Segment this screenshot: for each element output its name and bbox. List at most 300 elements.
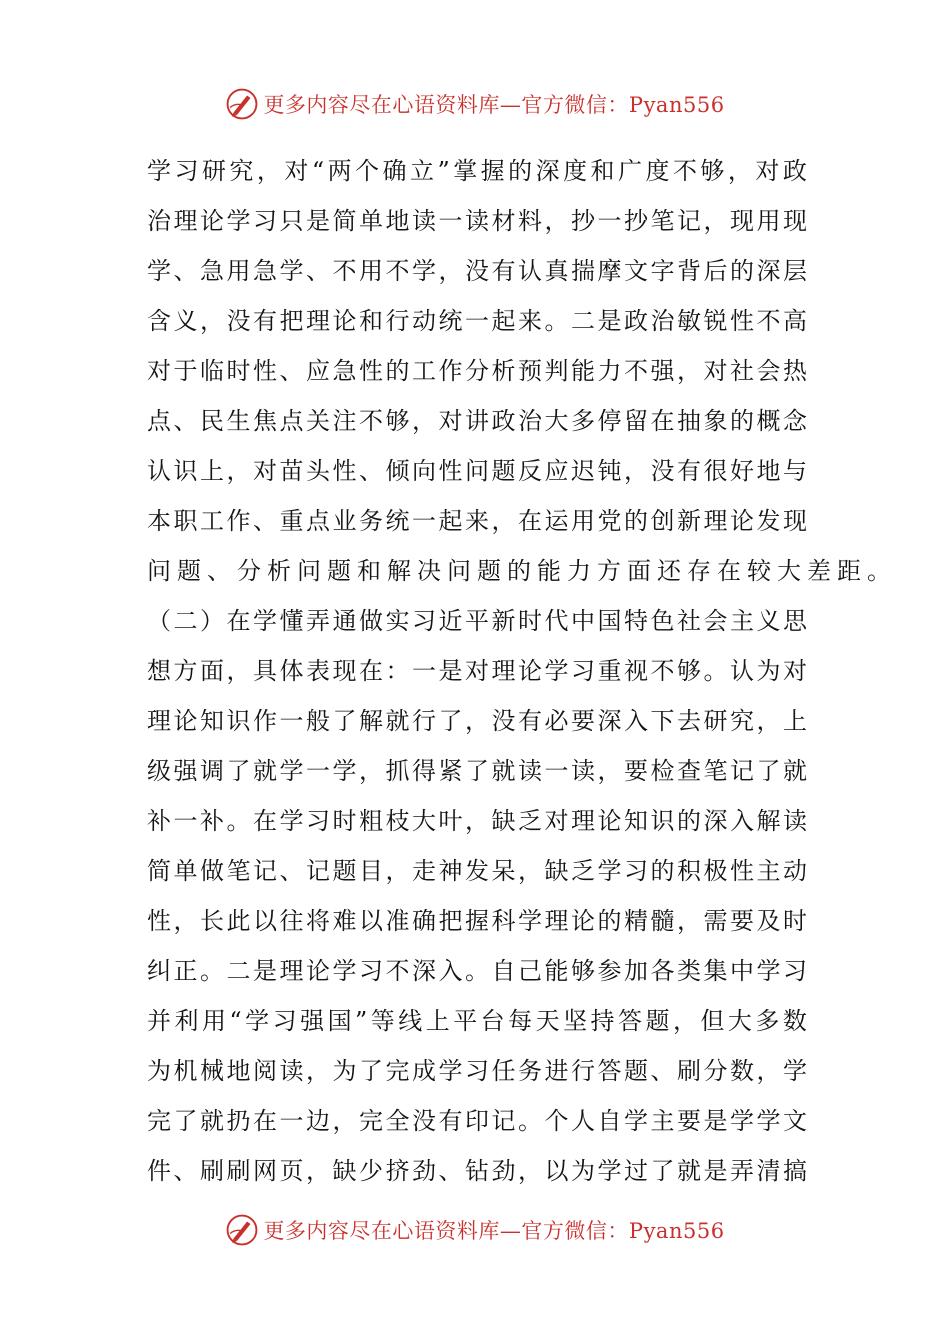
char: 国	[597, 607, 622, 635]
char: 有	[438, 1107, 463, 1135]
char: 。	[867, 557, 891, 585]
char: 苗	[279, 457, 304, 485]
char: 识	[173, 457, 198, 485]
char: 的	[385, 357, 410, 385]
char: 含	[147, 307, 171, 335]
char: 补	[147, 807, 171, 835]
char: 补	[200, 807, 224, 835]
char: 时	[783, 907, 807, 935]
char: 是	[438, 657, 463, 685]
char: 民	[200, 407, 224, 435]
char: 起	[491, 307, 516, 335]
char: 研	[703, 707, 728, 735]
char: 难	[332, 907, 357, 935]
char: 论	[173, 707, 198, 735]
char: ，	[226, 657, 251, 685]
char: 摩	[597, 257, 622, 285]
char: 和	[357, 557, 381, 585]
char: 现	[783, 207, 807, 235]
char: 就	[677, 1157, 701, 1185]
char: ，	[306, 1057, 330, 1085]
char: 确	[382, 157, 407, 185]
char: 学	[783, 1057, 807, 1085]
char: ，	[465, 707, 489, 735]
char: 度	[645, 157, 670, 185]
char: 很	[703, 457, 728, 485]
char: 需	[703, 907, 728, 935]
char: 是	[597, 307, 622, 335]
char: 政	[782, 157, 807, 185]
char: 统	[438, 307, 463, 335]
char: 多	[755, 1007, 780, 1035]
char: 。	[703, 657, 728, 685]
char: 在	[253, 1107, 277, 1135]
char: 急	[253, 257, 277, 285]
char: 平	[465, 607, 489, 635]
char: 精	[624, 907, 648, 935]
char: 以	[359, 907, 383, 935]
char: 论	[571, 907, 595, 935]
char: 扔	[226, 1107, 251, 1135]
char: 预	[518, 357, 542, 385]
char: 于	[173, 357, 198, 385]
char: ”	[437, 157, 450, 185]
char: 通	[332, 607, 357, 635]
char: 学	[147, 257, 171, 285]
char: 持	[590, 1007, 615, 1035]
char: 页	[279, 1157, 304, 1185]
char: 。	[518, 1107, 542, 1135]
char: 层	[783, 257, 807, 285]
char: 距	[837, 557, 861, 585]
char: 笔	[703, 757, 728, 785]
char: 就	[783, 757, 807, 785]
document-body	[147, 146, 891, 1196]
char: 分	[703, 1057, 728, 1085]
char: 一	[412, 657, 436, 685]
char: 、	[173, 1157, 198, 1185]
char: 极	[703, 857, 728, 885]
char: 认	[730, 657, 754, 685]
char: 能	[537, 557, 561, 585]
char: 一	[597, 207, 622, 235]
char: 抄	[624, 207, 648, 235]
char: 学	[518, 907, 542, 935]
char: 时	[518, 607, 542, 635]
char: 及	[756, 907, 781, 935]
char: “	[311, 157, 325, 185]
char: 理	[544, 907, 569, 935]
char: ，	[385, 857, 410, 885]
char: 只	[279, 207, 304, 235]
char: 类	[677, 957, 701, 985]
char: 深	[535, 157, 560, 185]
char: 的	[730, 257, 754, 285]
char: 重	[597, 657, 622, 685]
char: 得	[412, 757, 436, 785]
char: 读	[279, 1057, 304, 1085]
char: 现	[783, 507, 807, 535]
char: 实	[385, 607, 410, 635]
char: 主	[650, 1107, 675, 1135]
char: 向	[412, 457, 436, 485]
char: 学	[756, 957, 781, 985]
char: 。	[226, 807, 251, 835]
char: 究	[730, 707, 754, 735]
char: 确	[412, 907, 436, 935]
char: 习	[783, 957, 807, 985]
char: 应	[306, 357, 330, 385]
char: 有	[518, 707, 542, 735]
char: 科	[491, 907, 516, 935]
text-line-9	[147, 546, 891, 596]
char: 学	[332, 757, 357, 785]
char: 、	[173, 407, 198, 435]
char: 对	[438, 407, 463, 435]
char: 题	[327, 557, 351, 585]
char: 要	[624, 757, 648, 785]
char: 了	[756, 757, 781, 785]
text-line-12	[147, 696, 807, 746]
char: 的	[507, 557, 531, 585]
char: 平	[453, 1007, 478, 1035]
char: ，	[256, 157, 281, 185]
char: 在	[717, 557, 741, 585]
char: 般	[306, 707, 330, 735]
char: 入	[438, 957, 463, 985]
char: 完	[147, 1107, 171, 1135]
char: 积	[677, 857, 701, 885]
char: 准	[385, 907, 410, 935]
char: 各	[650, 957, 675, 985]
text-line-10	[147, 596, 807, 646]
char: 。	[465, 957, 489, 985]
char: 一	[465, 307, 489, 335]
char: 去	[677, 707, 701, 735]
char: 一	[173, 807, 198, 835]
char: 入	[730, 807, 754, 835]
char: 方	[597, 557, 621, 585]
char: 对	[544, 807, 569, 835]
char: 理	[279, 957, 304, 985]
char: 就	[491, 757, 516, 785]
char: 分	[465, 357, 489, 385]
char: 劲	[412, 1157, 436, 1185]
char: 习	[174, 157, 199, 185]
char: 论	[306, 957, 330, 985]
char: 习	[359, 957, 383, 985]
char: 料	[518, 207, 542, 235]
char: 缺	[332, 1157, 357, 1185]
char: 网	[253, 1157, 277, 1185]
char: 、	[650, 1057, 675, 1085]
char: 和	[590, 157, 615, 185]
char: 抄	[571, 207, 595, 235]
char: 问	[147, 557, 171, 585]
char: 工	[412, 357, 436, 385]
char: 等	[370, 1007, 395, 1035]
char: 题	[624, 1057, 648, 1085]
char: 后	[703, 257, 728, 285]
char: 答	[618, 1007, 642, 1035]
text-line-1	[147, 146, 807, 196]
char: 记	[677, 207, 701, 235]
char: 记	[253, 857, 277, 885]
char: 读	[465, 207, 489, 235]
char: 线	[398, 1007, 423, 1035]
char: 动	[412, 307, 436, 335]
char: 行	[412, 707, 436, 735]
char: 没	[465, 257, 489, 285]
char: 、	[173, 257, 198, 285]
char: 弄	[730, 1157, 754, 1185]
char: 问	[465, 457, 489, 485]
char: 统	[385, 507, 410, 535]
char: 点	[279, 407, 304, 435]
char: 揣	[571, 257, 595, 285]
char: 理	[703, 507, 728, 535]
char: 学	[730, 1107, 754, 1135]
char: 多	[571, 407, 595, 435]
char: 性	[253, 357, 277, 385]
char: 并	[147, 1007, 171, 1035]
char: 材	[491, 207, 516, 235]
char: 了	[438, 707, 463, 735]
char: 刷	[200, 1157, 224, 1185]
char: 学	[624, 1107, 648, 1135]
char: 大	[412, 807, 436, 835]
char: ：	[385, 657, 410, 685]
char: 够	[700, 157, 725, 185]
char: 用	[226, 257, 251, 285]
char: 对	[465, 657, 489, 685]
char: 学	[279, 257, 304, 285]
char: 不	[359, 407, 383, 435]
char: 论	[200, 207, 224, 235]
char: 读	[412, 207, 436, 235]
char: ”	[355, 1007, 368, 1035]
char: 论	[597, 807, 622, 835]
char: 的	[677, 807, 701, 835]
char: 械	[200, 1057, 224, 1085]
char: 题	[332, 857, 357, 885]
char: 深	[597, 707, 622, 735]
char: 重	[279, 507, 304, 535]
char: 锐	[703, 307, 728, 335]
char: 倾	[385, 457, 410, 485]
char: 对	[147, 357, 171, 385]
char: 国	[327, 1007, 352, 1035]
char: 点	[147, 407, 171, 435]
char: 时	[226, 357, 251, 385]
char: 深	[756, 257, 781, 285]
char: 决	[417, 557, 441, 585]
char: 的	[597, 907, 622, 935]
char: 学	[438, 1057, 463, 1085]
char: 注	[332, 407, 357, 435]
char: 作	[438, 357, 463, 385]
char: 表	[306, 657, 330, 685]
char: 弄	[306, 607, 330, 635]
char: 大	[777, 557, 801, 585]
char: 理	[491, 657, 516, 685]
char: 论	[332, 307, 357, 335]
pen-logo-icon	[225, 1213, 259, 1247]
char: 是	[703, 1157, 728, 1185]
char: 大	[544, 407, 569, 435]
char: 新	[677, 507, 701, 535]
char: 作	[253, 707, 277, 735]
char: 台	[480, 1007, 505, 1035]
char: 学	[245, 1007, 270, 1035]
char: 够	[385, 407, 410, 435]
char: 个	[544, 1107, 569, 1135]
char: 反	[518, 457, 542, 485]
char: 粗	[359, 807, 383, 835]
char: 留	[624, 407, 648, 435]
char: 性	[730, 307, 754, 335]
char: 要	[730, 907, 754, 935]
char: 析	[267, 557, 291, 585]
char: 政	[624, 307, 648, 335]
char: 析	[491, 357, 516, 385]
char: 少	[359, 1157, 383, 1185]
char: 就	[385, 707, 410, 735]
char: 知	[200, 707, 224, 735]
char: 能	[544, 957, 569, 985]
char: 人	[571, 1107, 595, 1135]
char: 加	[624, 957, 648, 985]
char: 面	[200, 657, 224, 685]
char: 学	[147, 157, 171, 185]
char: 习	[412, 607, 436, 635]
header-banner	[0, 82, 950, 126]
char: 为	[756, 657, 781, 685]
char: 应	[544, 457, 569, 485]
char: 是	[253, 957, 277, 985]
text-line-2	[147, 196, 807, 246]
char: 一	[306, 757, 330, 785]
char: ，	[672, 1007, 697, 1035]
char: 钻	[465, 1157, 489, 1185]
char: 做	[359, 607, 383, 635]
char: 在	[518, 507, 542, 535]
char: 存	[687, 557, 711, 585]
char: 急	[200, 257, 224, 285]
char: 解	[359, 707, 383, 735]
footer-banner-text: 更多内容尽在心语资料库—官方微信：Pyan556	[263, 1219, 725, 1243]
char: 论	[730, 507, 754, 535]
char: 记	[306, 857, 330, 885]
char: 本	[147, 507, 171, 535]
char: 印	[465, 1107, 489, 1135]
char: 大	[727, 1007, 752, 1035]
char: 没	[412, 1107, 436, 1135]
char: 关	[306, 407, 330, 435]
char: ，	[412, 407, 436, 435]
char: 的	[508, 157, 533, 185]
char: 急	[332, 357, 357, 385]
char: 解	[387, 557, 411, 585]
char: 调	[200, 757, 224, 785]
char: 热	[783, 357, 807, 385]
char: 现	[730, 207, 754, 235]
char: 真	[544, 257, 569, 285]
text-line-7	[147, 446, 807, 496]
char: 发	[756, 507, 781, 535]
char: 、	[207, 557, 231, 585]
char: ，	[756, 707, 781, 735]
char: 单	[359, 207, 383, 235]
char: 入	[624, 707, 648, 735]
pen-logo-icon	[225, 87, 259, 121]
char: ，	[438, 257, 463, 285]
char: 上	[783, 707, 807, 735]
char: 文	[783, 1107, 807, 1135]
char: 对	[284, 157, 309, 185]
char: 为	[332, 1057, 357, 1085]
char: 为	[147, 1057, 171, 1085]
char: 了	[650, 1157, 675, 1185]
char: 会	[703, 607, 728, 635]
char: 敏	[677, 307, 701, 335]
char: 作	[226, 507, 251, 535]
char: 解	[756, 807, 781, 835]
char: 清	[756, 1157, 781, 1185]
char: 正	[173, 957, 198, 985]
char: 用	[359, 257, 383, 285]
char: 理	[173, 207, 198, 235]
char: 有	[677, 457, 701, 485]
char: 够	[571, 957, 595, 985]
char: ，	[518, 1157, 542, 1185]
char: 想	[147, 657, 171, 685]
char: 任	[491, 1057, 516, 1085]
char: 思	[783, 607, 807, 635]
char: 的	[730, 407, 754, 435]
text-line-5	[147, 346, 807, 396]
text-line-14	[147, 796, 807, 846]
char: 查	[677, 757, 701, 785]
char: 字	[650, 257, 675, 285]
char: 深	[703, 807, 728, 835]
char: 抽	[677, 407, 701, 435]
char: 。	[544, 307, 569, 335]
char: 了	[332, 707, 357, 735]
char: 社	[677, 607, 701, 635]
char: 不	[385, 257, 410, 285]
text-line-6	[147, 396, 807, 446]
char: 题	[477, 557, 501, 585]
char: ，	[332, 1107, 357, 1135]
char: 中	[571, 607, 595, 635]
char: 有	[491, 257, 516, 285]
char: 学	[279, 757, 304, 785]
char: ，	[624, 457, 648, 485]
char: 是	[306, 207, 330, 235]
char: 职	[173, 507, 198, 535]
char: 体	[279, 657, 304, 685]
char: 停	[597, 407, 622, 435]
char: 时	[332, 807, 357, 835]
char: 对	[755, 157, 780, 185]
text-line-17	[147, 946, 807, 996]
char: 笔	[226, 857, 251, 885]
char: 进	[544, 1057, 569, 1085]
char: 握	[480, 157, 505, 185]
char: 性	[332, 457, 357, 485]
char: 将	[306, 907, 330, 935]
